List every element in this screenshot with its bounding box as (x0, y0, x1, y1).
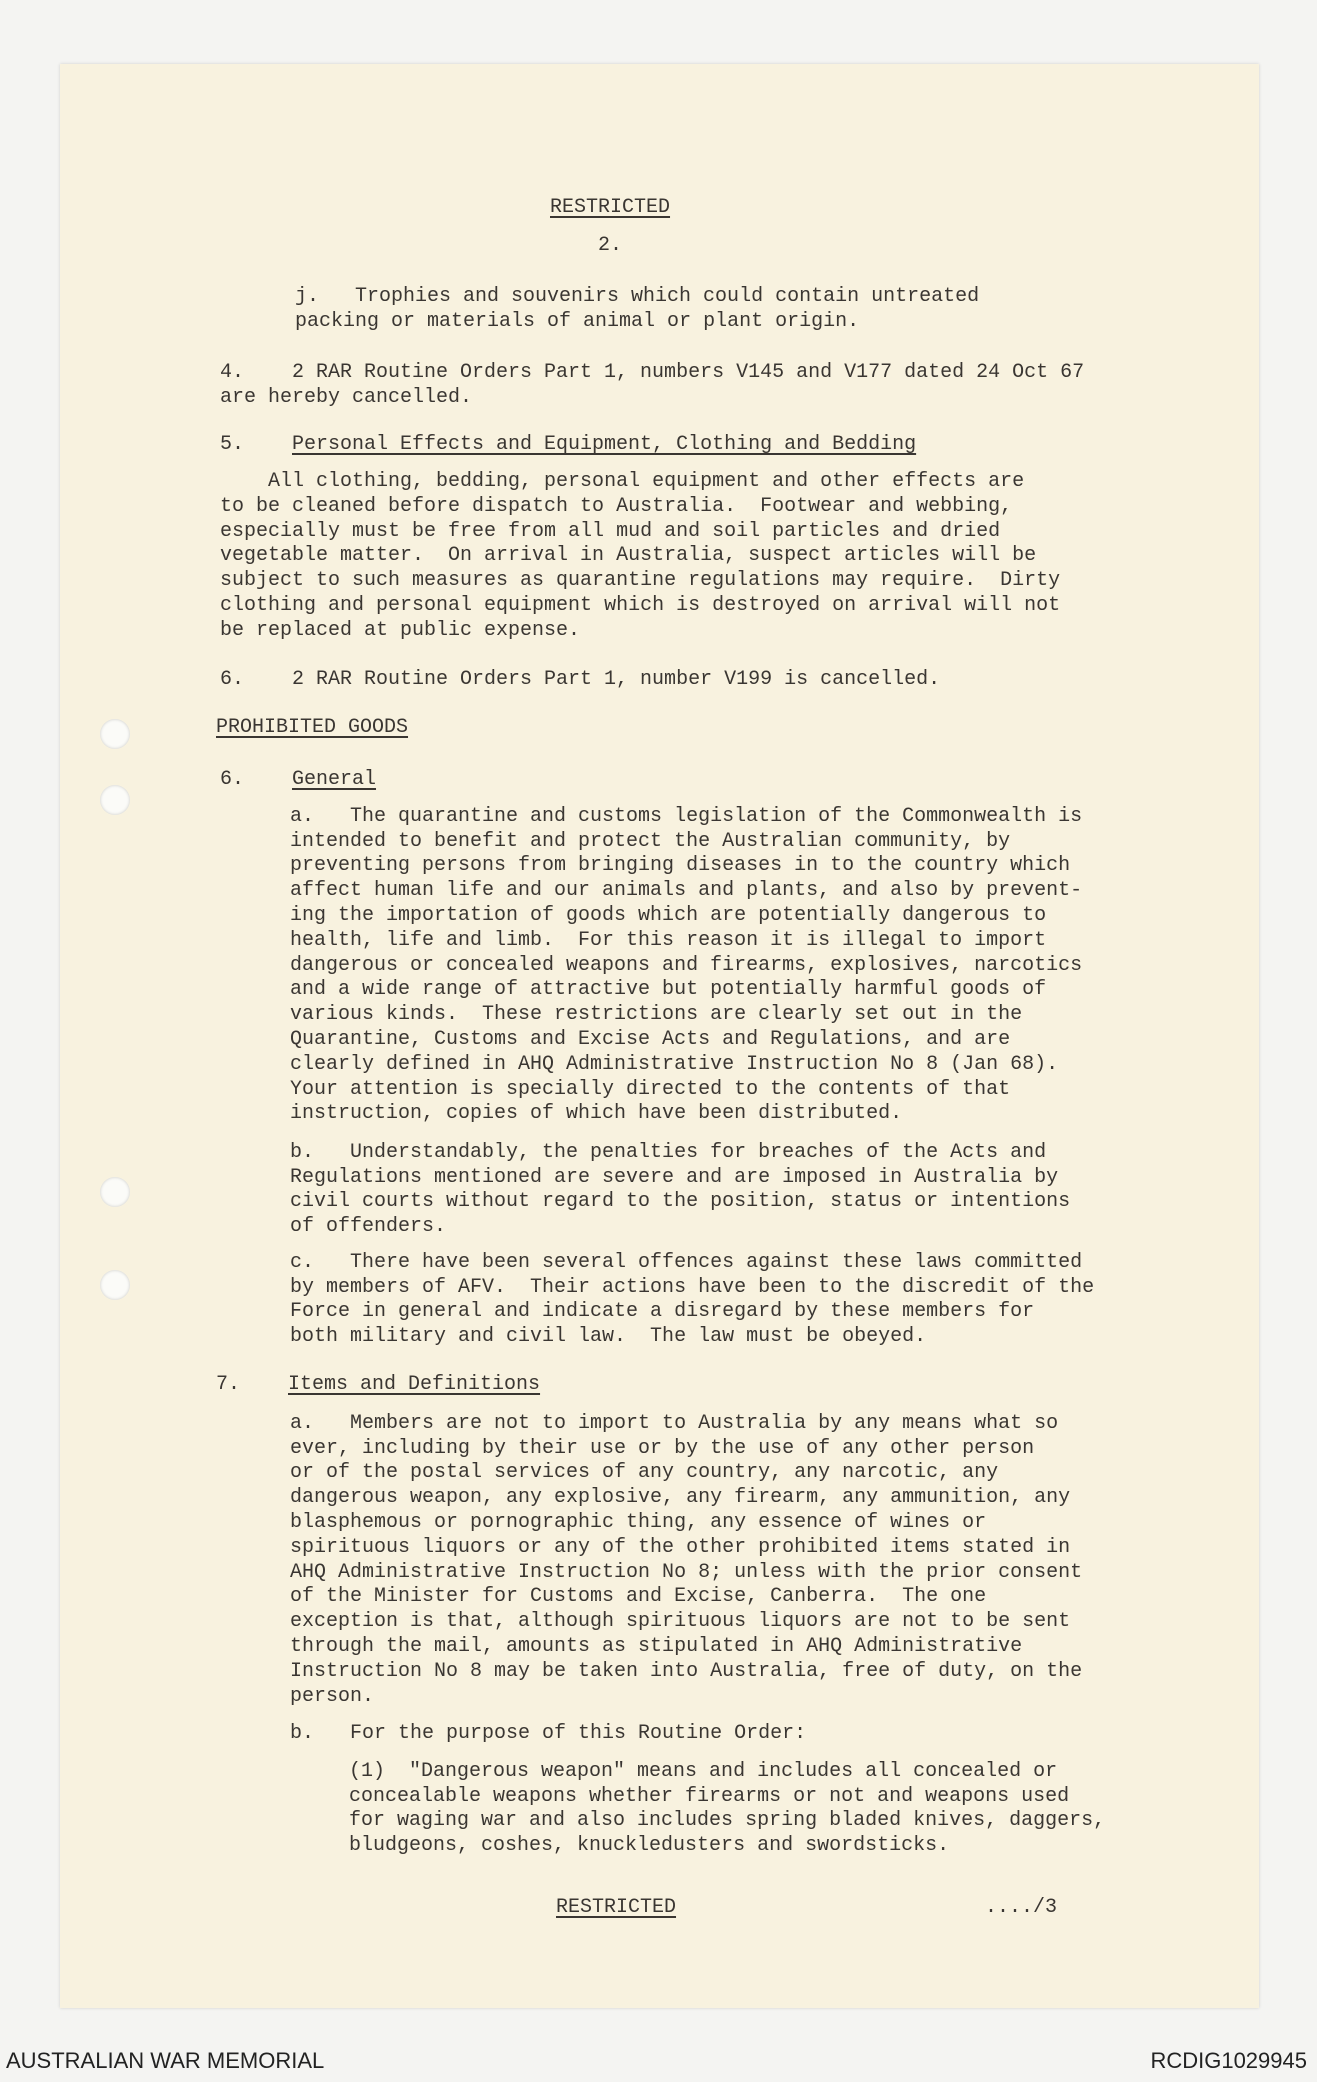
line-text: preventing persons from bringing diseases in to the country which (290, 854, 1071, 878)
text-line (290, 904, 1317, 929)
paragraph-p6 (220, 668, 1317, 693)
text-line (220, 544, 1317, 569)
heading-line (216, 1373, 1317, 1398)
line-text: Quarantine, Customs and Excise Acts and Regulations, and are (290, 1028, 1011, 1052)
line-text: All clothing, bedding, personal equipment and other effects are (220, 469, 1025, 493)
line-text: exception is that, although spirituous liquors are not to be sent (290, 1610, 1071, 1634)
text-line (349, 1760, 1317, 1785)
line-text: (1) "Dangerous weapon" means and includes all concealed or (349, 1759, 1058, 1783)
line-text: ever, including by their use or by the use of any other person (290, 1436, 1035, 1460)
line-text: both military and civil law. The law must be obeyed. (290, 1325, 927, 1349)
page-number: 2. (598, 234, 623, 257)
continuation-marker: ..../3 (985, 1896, 1058, 1919)
paragraph-p7h (216, 1373, 1317, 1398)
text-line (290, 978, 1317, 1003)
paragraph-p7b1 (349, 1760, 1317, 1859)
text-line (290, 1610, 1317, 1635)
line-text: a. Members are not to import to Australia by any means what so (290, 1411, 1059, 1435)
line-text: of the Minister for Customs and Excise, Canberra. The one (290, 1585, 987, 1609)
text-line (290, 1412, 1317, 1437)
line-text: AHQ Administrative Instruction No 8; unless with the prior consent (290, 1560, 1083, 1584)
line-text: or of the postal services of any country, any narcotic, any (290, 1461, 999, 1485)
paragraph-p5h (220, 433, 1317, 458)
text-line (290, 1486, 1317, 1511)
text-line (290, 1276, 1317, 1301)
paragraph-p4 (220, 361, 1317, 411)
line-text: Force in general and indicate a disregard by these members for (290, 1300, 1035, 1324)
text-line (290, 954, 1317, 979)
heading-line (220, 433, 1317, 458)
text-line (290, 1660, 1317, 1685)
section-heading: PROHIBITED GOODS (216, 715, 409, 739)
text-line (349, 1809, 1317, 1834)
text-line (290, 1635, 1317, 1660)
line-text: 2 RAR Routine Orders Part 1, numbers V145 and V177 dated 24 Oct 67 (292, 360, 1085, 384)
line-text: Your attention is specially directed to the contents of that (290, 1077, 1011, 1101)
section-heading: Personal Effects and Equipment, Clothing and Bedding (292, 432, 917, 456)
line-text: various kinds. These restrictions are clearly set out in the (290, 1003, 1023, 1027)
text-line (349, 1785, 1317, 1810)
line-text: intended to benefit and protect the Australian community, by (290, 829, 1011, 853)
text-line (220, 668, 1317, 693)
paragraph-p6h (220, 768, 1317, 793)
paragraph-pg (216, 716, 1317, 741)
text-line (290, 1722, 1317, 1747)
text-line (290, 1461, 1317, 1486)
line-text: concealable weapons whether firearms or not and weapons used (349, 1784, 1070, 1808)
line-text: be replaced at public expense. (220, 618, 581, 642)
paragraph-number: j. (295, 285, 320, 308)
text-line (290, 1003, 1317, 1028)
text-line (295, 310, 1317, 335)
text-line (220, 386, 1317, 411)
line-text: a. The quarantine and customs legislation of the Commonwealth is (290, 804, 1083, 828)
line-text: b. For the purpose of this Routine Order: (290, 1721, 807, 1745)
line-text: affect human life and our animals and plants, and also by prevent- (290, 879, 1083, 903)
paragraph-p7b (290, 1722, 1317, 1747)
line-text: dangerous or concealed weapons and firearms, explosives, narcotics (290, 953, 1083, 977)
line-text: health, life and limb. For this reason it is illegal to import (290, 928, 1047, 952)
line-text: by members of AFV. Their actions have been to the discredit of the (290, 1275, 1095, 1299)
text-line (349, 1834, 1317, 1859)
text-line (220, 619, 1317, 644)
text-line (290, 1511, 1317, 1536)
text-line (290, 1215, 1317, 1240)
line-text: clothing and personal equipment which is destroyed on arrival will not (220, 593, 1061, 617)
text-line (290, 1190, 1317, 1215)
text-line (290, 879, 1317, 904)
paragraph-p6a (290, 805, 1317, 1127)
paragraph-number: 5. (220, 432, 245, 456)
text-line (220, 520, 1317, 545)
line-text: Regulations mentioned are severe and are imposed in Australia by (290, 1165, 1059, 1189)
text-line (290, 1078, 1317, 1103)
line-text: spirituous liquors or any of the other prohibited items stated in (290, 1535, 1071, 1559)
text-line (290, 805, 1317, 830)
line-text: c. There have been several offences against these laws committed (290, 1250, 1083, 1274)
text-line (290, 1536, 1317, 1561)
line-text: person. (290, 1684, 375, 1708)
archive-name: AUSTRALIAN WAR MEMORIAL (6, 2048, 325, 2073)
line-text: and a wide range of attractive but potentially harmful goods of (290, 978, 1047, 1002)
line-text: instruction, copies of which have been distributed. (290, 1102, 903, 1126)
text-line (220, 470, 1317, 495)
paragraph-number: 4. (220, 360, 245, 384)
line-text: through the mail, amounts as stipulated in AHQ Administrative (290, 1634, 1023, 1658)
paragraph-number: 6. (220, 667, 245, 691)
line-text: Instruction No 8 may be taken into Australia, free of duty, on the (290, 1659, 1083, 1683)
text-line (220, 361, 1317, 386)
line-text: 2 RAR Routine Orders Part 1, number V199 is cancelled. (292, 667, 941, 691)
text-line (290, 1685, 1317, 1710)
text-line (290, 1028, 1317, 1053)
paragraph-p6b (290, 1141, 1317, 1240)
line-text: to be cleaned before dispatch to Australia. Footwear and webbing, (220, 494, 1013, 518)
text-line (220, 569, 1317, 594)
line-text: Trophies and souvenirs which could contain untreated (355, 285, 980, 308)
line-text: b. Understandably, the penalties for breaches of the Acts and (290, 1140, 1047, 1164)
text-line (290, 830, 1317, 855)
line-text: bludgeons, coshes, knuckledusters and swordsticks. (349, 1834, 950, 1858)
classification-header: RESTRICTED (550, 196, 671, 219)
line-text: ing the importation of goods which are potentially dangerous to (290, 904, 1047, 928)
paragraph-number: 6. (220, 767, 245, 791)
paragraph-p6c (290, 1251, 1317, 1350)
archive-id: RCDIG1029945 (1150, 2048, 1307, 2073)
text-line (290, 1325, 1317, 1350)
paragraph-p5 (220, 470, 1317, 644)
line-text: are hereby cancelled. (220, 385, 473, 409)
text-line (290, 1437, 1317, 1462)
text-line (290, 1141, 1317, 1166)
line-text: vegetable matter. On arrival in Australia, suspect articles will be (220, 544, 1037, 568)
line-text: civil courts without regard to the position, status or intentions (290, 1190, 1071, 1214)
heading-line (216, 716, 1317, 741)
line-text: clearly defined in AHQ Administrative Instruction No 8 (Jan 68). (290, 1052, 1059, 1076)
line-text: blasphemous or pornographic thing, any essence of wines or (290, 1510, 987, 1534)
text-line (290, 1166, 1317, 1191)
text-line (290, 1300, 1317, 1325)
text-line (290, 1251, 1317, 1276)
heading-line (220, 768, 1317, 793)
line-text: for waging war and also includes spring bladed knives, daggers, (349, 1809, 1106, 1833)
text-line (290, 1585, 1317, 1610)
text-line (290, 854, 1317, 879)
text-line (290, 1102, 1317, 1127)
line-text: especially must be free from all mud and soil particles and dried (220, 519, 1001, 543)
paragraph-p7a (290, 1412, 1317, 1710)
text-line (295, 285, 1317, 310)
line-text: packing or materials of animal or plant origin. (295, 309, 860, 333)
line-text: of offenders. (290, 1215, 447, 1239)
line-text: subject to such measures as quarantine regulations may require. Dirty (220, 569, 1061, 593)
section-heading: General (292, 767, 377, 791)
section-heading: Items and Definitions (288, 1372, 541, 1396)
line-text: dangerous weapon, any explosive, any firearm, any ammunition, any (290, 1486, 1071, 1510)
text-line (220, 495, 1317, 520)
paragraph-number: 7. (216, 1372, 241, 1396)
text-line (290, 1053, 1317, 1078)
paragraph-j (295, 285, 1317, 335)
text-line (290, 929, 1317, 954)
classification-footer: RESTRICTED (556, 1896, 677, 1919)
text-line (290, 1561, 1317, 1586)
text-line (220, 594, 1317, 619)
